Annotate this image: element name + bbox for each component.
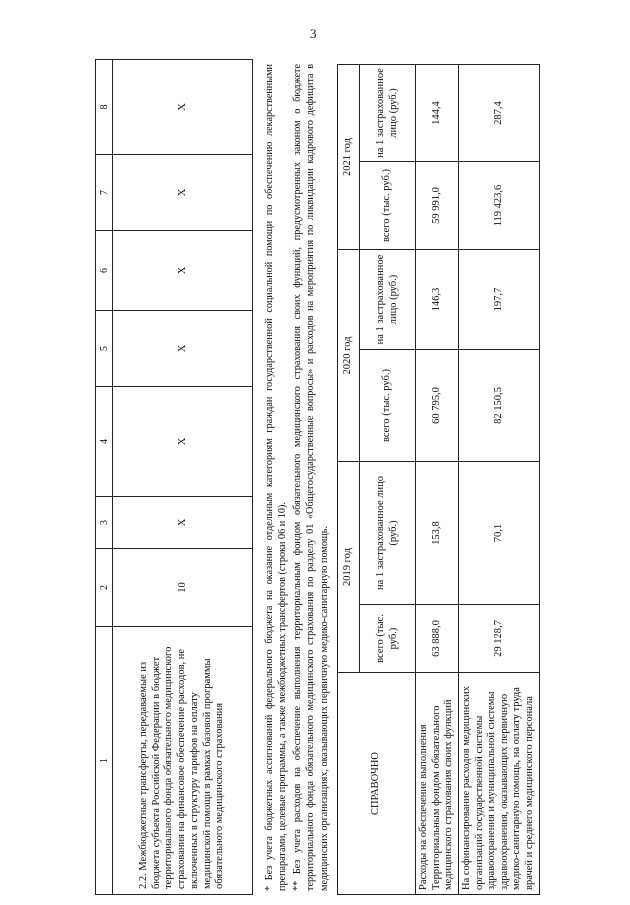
footnote: * Без учета бюджетных ассигнований федерального бюджета на оказание отдельным категориям граждан государственной социальной помощи по обеспечению лекарственными препаратами, целевые программы, а также межбюджетных трансфертов (строки 06 и 10). xyxy=(264,64,289,891)
year-header: 2021 год xyxy=(338,65,360,250)
table-row xyxy=(459,65,540,895)
footnotes xyxy=(263,60,331,895)
table-cell: X xyxy=(113,155,253,231)
row-description: 2.2. Межбюджетные трансферты, передаваемые из бюджета субъекта Российской Федерации в бюджет территориального фонда обязательного медицинского страхования на финансовое обеспечение расходов, не включенных в структуру тарифов на оплату медицинской помощи в рамках базовой программы обязательного медицинского страхования xyxy=(113,627,253,895)
column-header: всего (тыс. руб.) xyxy=(360,350,416,462)
table-cell: 70,1 xyxy=(459,462,540,605)
column-header: всего (тыс. руб.) xyxy=(360,162,416,250)
footnote: ** Без учета расходов на обеспечение выполнения территориальным фондом обязательного медицинского страхования своих функций, предусмотренных законом о бюджете территориального фонда обязательного медицинского страхования по разделу 01 «Общегосударственные вопросы» и расходов на мероприятия по ликвидации кадрового дефицита в медицинских организациях, оказывающих первичную медико-санитарную помощь. xyxy=(291,64,330,891)
table-cell: 144,4 xyxy=(416,65,459,162)
table-cell: 59 991,0 xyxy=(416,162,459,250)
column-header: всего (тыс. руб.) xyxy=(360,605,416,673)
table-cell: 82 150,5 xyxy=(459,350,540,462)
table-cell: 146,3 xyxy=(416,250,459,350)
table-cell: 153,8 xyxy=(416,462,459,605)
reference-title: СПРАВОЧНО xyxy=(338,673,416,895)
table-cell: 119 423,6 xyxy=(459,162,540,250)
rotated-page-content xyxy=(95,60,540,895)
row-line-number: 10 xyxy=(113,549,253,627)
column-number: 2 xyxy=(96,549,113,627)
year-header: 2020 год xyxy=(338,250,360,462)
reference-table xyxy=(337,64,539,895)
column-header: на 1 застрахованное лицо (руб.) xyxy=(360,65,416,162)
table-cell: X xyxy=(113,387,253,497)
table-cell: 197,7 xyxy=(459,250,540,350)
column-number: 8 xyxy=(96,60,113,155)
column-number: 7 xyxy=(96,155,113,231)
column-number-row xyxy=(96,60,113,895)
row-description: Расходы на обеспечение выполнения Территориальным фондом обязательного медицинского страхования своих функций xyxy=(416,673,459,895)
page-number: 3 xyxy=(310,26,317,41)
table-cell: X xyxy=(113,231,253,311)
table-cell: X xyxy=(113,497,253,549)
table-cell: 63 888,0 xyxy=(416,605,459,673)
table-cell: 287,4 xyxy=(459,65,540,162)
row-description: На софинансирование расходов медицинских организаций государственной системы здравоохранения и муниципальной системы здравоохранения, оказывающих первичную медико-санитарную помощь, на оплату труда врачей и среднего медицинского персонала xyxy=(459,673,540,895)
column-header: на 1 застрахованное лицо (руб.) xyxy=(360,250,416,350)
column-number: 3 xyxy=(96,497,113,549)
table-header-row xyxy=(338,65,360,895)
funding-table-continuation xyxy=(95,59,253,895)
table-cell: X xyxy=(113,311,253,387)
column-number: 4 xyxy=(96,387,113,497)
column-number: 6 xyxy=(96,231,113,311)
table-cell: 29 128,7 xyxy=(459,605,540,673)
table-row xyxy=(113,60,253,895)
table-cell: X xyxy=(113,60,253,155)
column-number: 5 xyxy=(96,311,113,387)
table-cell: 60 795,0 xyxy=(416,350,459,462)
column-header: на 1 застрахованное лицо (руб.) xyxy=(360,462,416,605)
table-row xyxy=(416,65,459,895)
year-header: 2019 год xyxy=(338,462,360,673)
column-number: 1 xyxy=(96,627,113,895)
